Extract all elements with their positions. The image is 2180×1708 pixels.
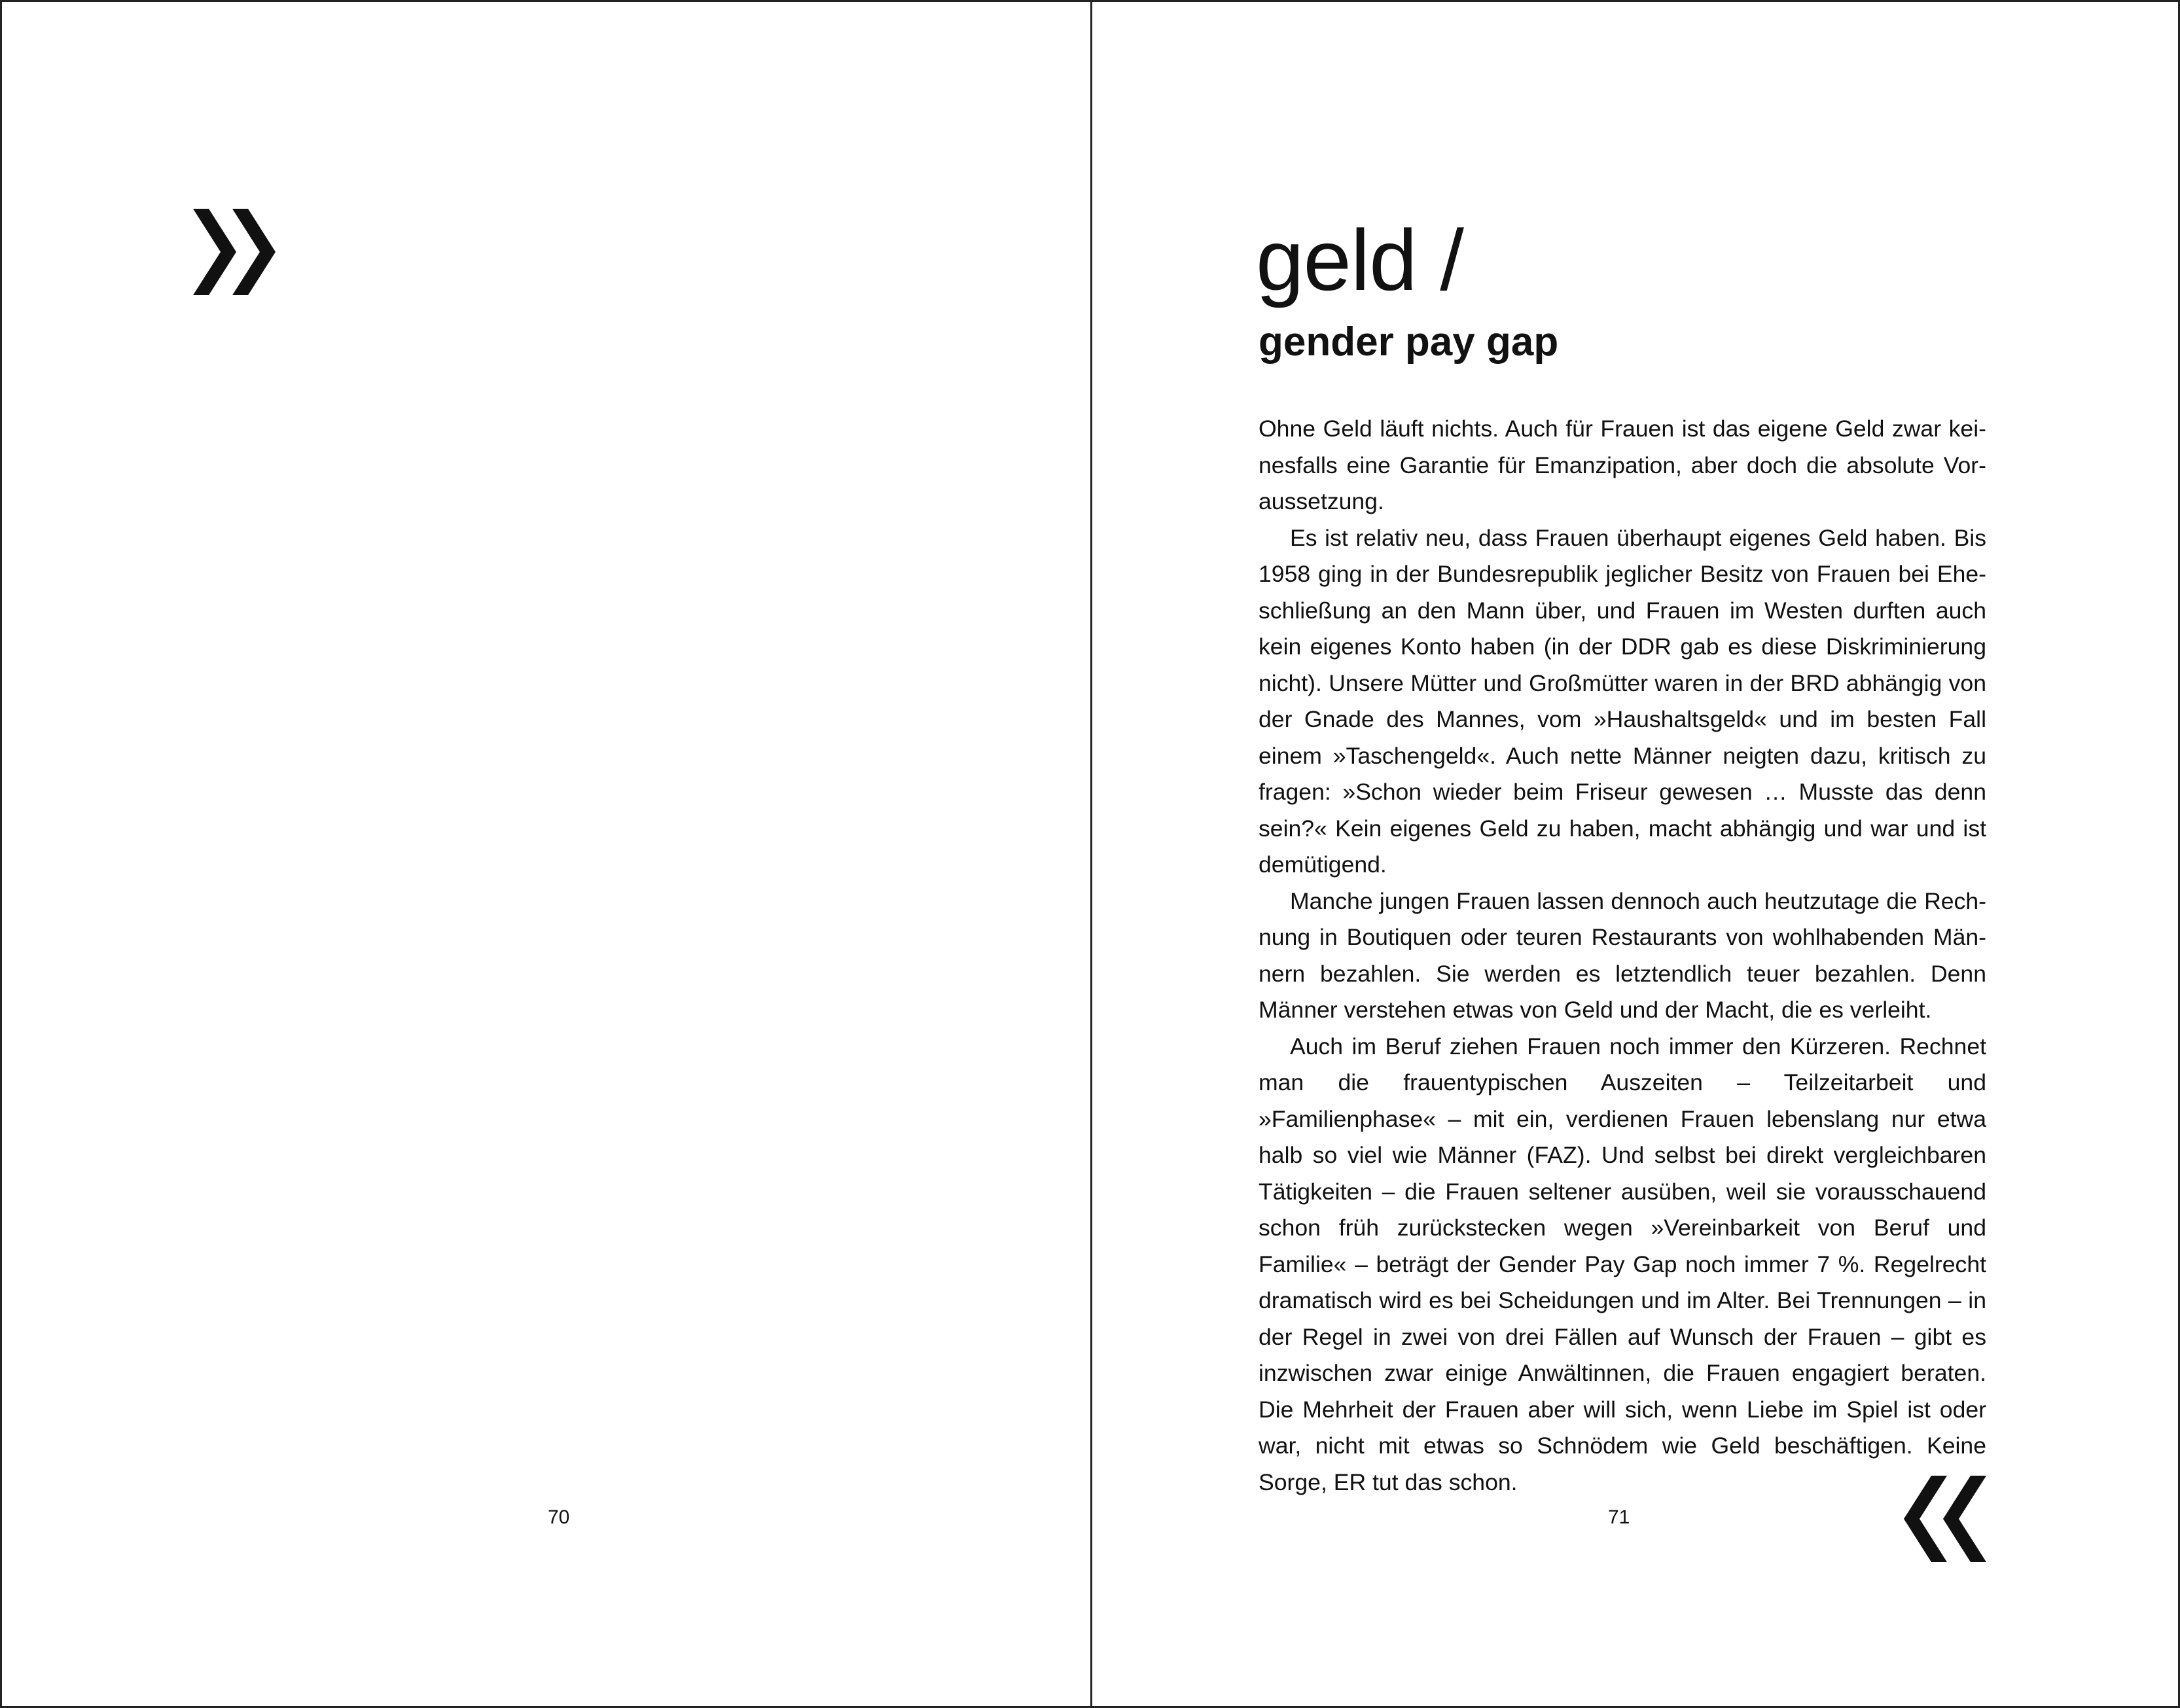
paragraph: Ohne Geld läuft nichts. Auch für Frauen ist das eigene Geld zwar keinesfalls eine Garantie für Emanzipation, aber doch die absolute Voraussetzung. [1259,416,1986,514]
chapter-subtitle: gender pay gap [1259,319,1559,365]
guillemet-right-icon [193,209,276,295]
page-number-left: 70 [548,1506,570,1528]
left-page [2,2,1090,1706]
body-text [1259,411,1986,1501]
chapter-title: geld / [1256,212,1463,308]
paragraph: Auch im Beruf ziehen Frauen noch immer den Kürzeren. Rechnet man die frauentypischen Auszeiten – Teilzeitarbeit und »Familienphase« – mit ein, verdienen Frauen lebenslang nur etwa halb so viel wie Männer (FAZ). Und selbst bei direkt vergleichbaren Tätigkeiten – die Frauen seltener ausüben, weil sie vorausschauend schon früh zurückstecken wegen »Vereinbarkeit von Beruf und Familie« – beträgt der Gender Pay Gap noch immer 7 %. Regelrecht dramatisch wird es bei Scheidungen und im Alter. Bei Trennungen – in der Regel in zwei von drei Fällen auf Wunsch der Frauen – gibt es inzwischen zwar einige Anwältinnen, die Frauen engagiert beraten. Die Mehrheit der Frauen aber will sich, wenn Liebe im Spiel ist oder war, nicht mit etwas so Schnödem wie Geld beschäftigen. Keine Sorge, ER tut das schon. [1259,1033,1986,1495]
paragraph: Es ist relativ neu, dass Frauen überhaupt eigenes Geld haben. Bis 1958 ging in der Bundesrepublik jeglicher Besitz von Frauen bei Eheschließung an den Mann über, und Frauen im Westen durften auch kein eigenes Konto haben (in der DDR gab es diese Diskriminierung nicht). Unsere Mütter und Großmütter waren in der BRD abhängig von der Gnade des Mannes, vom »Haushaltsgeld« und im besten Fall einem »Taschengeld«. Auch nette Männer neigten dazu, kritisch zu fragen: »Schon wieder beim Friseur gewesen … Musste das denn sein?« Kein eigenes Geld zu haben, macht abhängig und war und ist demütigend. [1259,524,1986,878]
guillemet-left-icon [1904,1476,1986,1562]
right-page [1092,2,2180,1706]
paragraph: Manche jungen Frauen lassen dennoch auch heutzutage die Rechnung in Boutiquen oder teuren Restaurants von wohlhabenden Männern bezahlen. Sie werden es letztendlich teuer bezahlen. Denn Männer verstehen etwas von Geld und der Macht, die es verleiht. [1259,887,1986,1023]
page-number-right: 71 [1608,1506,1630,1528]
